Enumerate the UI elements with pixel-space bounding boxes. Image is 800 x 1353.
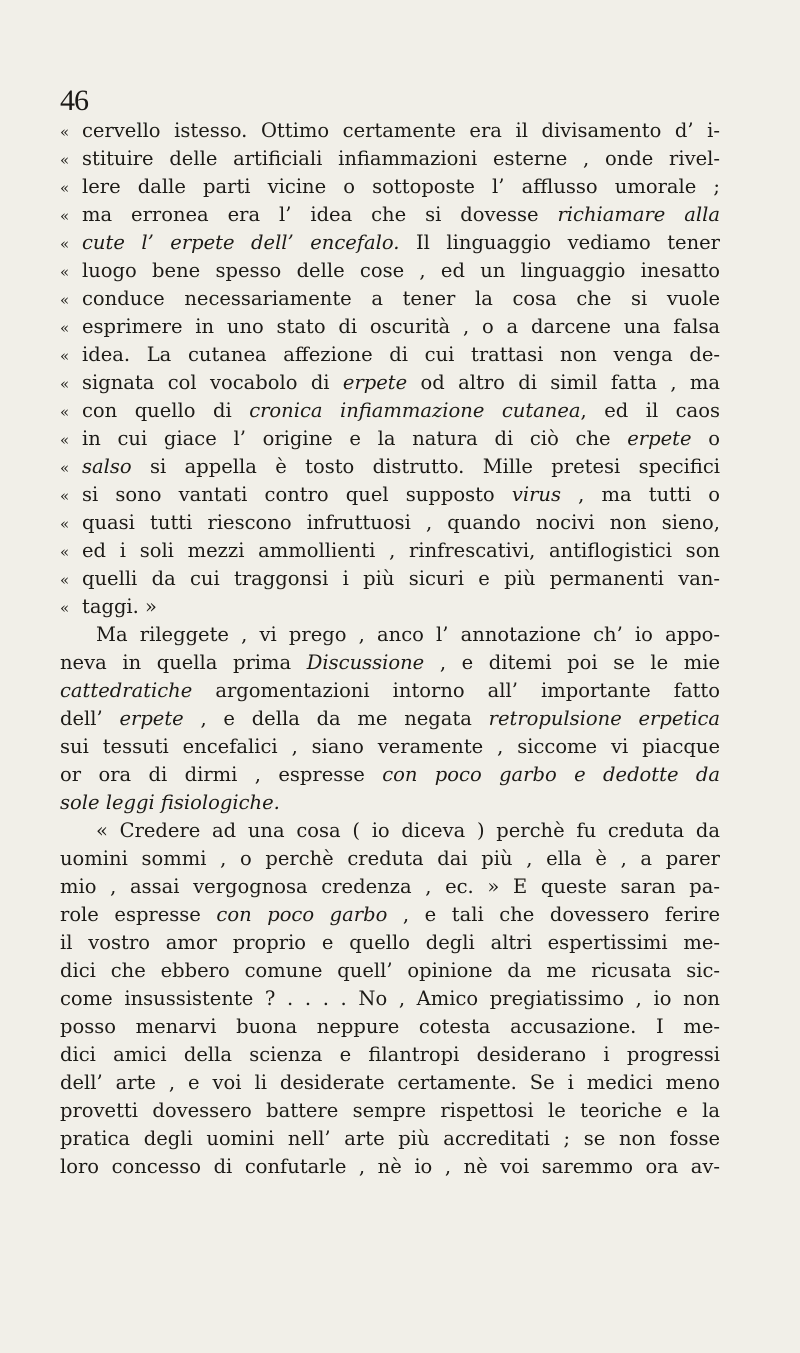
text-run: quelli da cui traggonsi i più sicuri e più permanenti van- (82, 567, 720, 590)
italic-text: sole leggi fisiologiche. (60, 791, 280, 814)
text-run: or ora di dirmi , espresse (60, 763, 383, 786)
italic-text: con poco garbo (216, 903, 388, 926)
text-line (60, 453, 720, 481)
text-run: neva in quella prima (60, 651, 307, 674)
text-run: in cui giace l’ origine e la natura di ciò che (82, 427, 628, 450)
text-line (60, 1097, 720, 1125)
italic-text: Discussione (306, 651, 425, 674)
text-run: Il linguaggio vediamo tener (399, 231, 720, 254)
text-run: lere dalle parti vicine o sottoposte l’ afflusso umorale ; (82, 175, 720, 198)
text-run: o (691, 427, 720, 450)
italic-text: erpete (119, 707, 184, 730)
text-line (60, 341, 720, 369)
text-run: con quello di (82, 399, 250, 422)
text-line (60, 845, 720, 873)
page-number: 46 (60, 84, 88, 117)
italic-text: cute l’ erpete dell’ encefalo. (82, 231, 400, 254)
italic-text: erpete (627, 427, 692, 450)
text-run: quasi tutti riescono infruttuosi , quando nocivi non sieno, (82, 511, 720, 534)
text-line (60, 649, 720, 677)
italic-text: cattedratiche (60, 679, 193, 702)
italic-text: cronica infiammazione cutanea (249, 399, 581, 422)
quote-mark: « (60, 179, 70, 197)
text-line (60, 481, 720, 509)
italic-text: con poco garbo e dedotte da (382, 763, 720, 786)
text-run: posso menarvi buona neppure cotesta accusazione. I me- (60, 1015, 720, 1038)
text-run: role espresse (60, 903, 217, 926)
quote-mark: « (60, 431, 70, 449)
text-run: luogo bene spesso delle cose , ed un linguaggio inesatto (82, 259, 720, 282)
text-run: si sono vantati contro quel supposto (82, 483, 512, 506)
text-run: esprimere in uno stato di oscurità , o a darcene una falsa (82, 315, 720, 338)
text-line (60, 397, 720, 425)
text-run: uomini sommi , o perchè creduta dai più , ella è , a parer (60, 847, 720, 870)
text-line (60, 677, 720, 705)
text-line (60, 1013, 720, 1041)
text-run: dici che ebbero comune quell’ opinione da me ricusata sic- (60, 959, 720, 982)
text-run: stituire delle artificiali infiammazioni esterne , onde rivel- (82, 147, 720, 170)
text-line (60, 1125, 720, 1153)
italic-text: virus (511, 483, 561, 506)
quote-mark: « (60, 207, 70, 225)
italic-text: erpete (342, 371, 408, 394)
text-line (60, 1069, 720, 1097)
text-run: Ma rileggete , vi prego , anco l’ annotazione ch’ io appo- (96, 623, 720, 646)
text-run: cervello istesso. Ottimo certamente era il divisamento d’ i- (82, 119, 720, 142)
text-line (60, 621, 720, 649)
text-line (60, 173, 720, 201)
text-line (60, 789, 720, 817)
quote-mark: « (60, 403, 70, 421)
quote-mark: « (60, 459, 70, 477)
paragraph-p2 (60, 817, 720, 1181)
text-run: ma erronea era l’ idea che si dovesse (82, 203, 558, 226)
text-run: idea. La cutanea affezione di cui trattasi non venga de- (82, 343, 720, 366)
quote-mark: « (60, 347, 70, 365)
text-run: dici amici della scienza e filantropi desiderano i progressi (60, 1043, 720, 1066)
text-run: argomentazioni intorno all’ importante fatto (192, 679, 720, 702)
text-line (60, 369, 720, 397)
italic-text: retropulsione erpetica (488, 707, 720, 730)
quote-mark: « (60, 291, 70, 309)
text-run: signata col vocabolo di (82, 371, 343, 394)
text-line (60, 425, 720, 453)
text-run: , ed il caos (580, 399, 720, 422)
text-run: conduce necessariamente a tener la cosa che si vuole (82, 287, 720, 310)
text-line (60, 817, 720, 845)
quote-mark: « (60, 571, 70, 589)
text-line (60, 1153, 720, 1181)
text-run: dell’ arte , e voi li desiderate certamente. Se i medici meno (60, 1071, 720, 1094)
text-line (60, 257, 720, 285)
text-line (60, 313, 720, 341)
text-line (60, 901, 720, 929)
body-text (60, 117, 720, 1181)
quote-mark: « (60, 375, 70, 393)
quote-mark: « (60, 151, 70, 169)
text-run: , e della da me negata (183, 707, 489, 730)
text-line (60, 509, 720, 537)
text-line (60, 201, 720, 229)
text-line (60, 145, 720, 173)
text-run: il vostro amor proprio e quello degli altri espertissimi me- (60, 931, 720, 954)
quote-mark: « (60, 543, 70, 561)
text-run: « Credere ad una cosa ( io diceva ) perchè fu creduta da (96, 819, 720, 842)
quote-mark: « (60, 319, 70, 337)
text-line (60, 929, 720, 957)
text-run: , e ditemi poi se le mie (424, 651, 720, 674)
text-line (60, 705, 720, 733)
text-run: si appella è tosto distrutto. Mille pretesi specifici (131, 455, 720, 478)
text-line (60, 761, 720, 789)
text-line (60, 985, 720, 1013)
text-run: sui tessuti encefalici , siano veramente , siccome vi piacque (60, 735, 720, 758)
text-line (60, 733, 720, 761)
text-line (60, 117, 720, 145)
text-line (60, 285, 720, 313)
text-run: , e tali che dovessero ferire (387, 903, 720, 926)
quote-mark: « (60, 599, 70, 617)
paragraph-p1 (60, 621, 720, 817)
text-run: loro concesso di confutarle , nè io , nè voi saremmo ora av- (60, 1155, 720, 1178)
quote-mark: « (60, 487, 70, 505)
italic-text: salso (82, 455, 132, 478)
text-line (60, 873, 720, 901)
quote-mark: « (60, 515, 70, 533)
text-run: pratica degli uomini nell’ arte più accreditati ; se non fosse (60, 1127, 720, 1150)
paragraph-quote (60, 117, 720, 621)
text-run: ed i soli mezzi ammollienti , rinfrescativi, antiflogistici son (82, 539, 720, 562)
text-line (60, 593, 720, 621)
text-line (60, 537, 720, 565)
text-line (60, 565, 720, 593)
text-line (60, 1041, 720, 1069)
quote-mark: « (60, 263, 70, 281)
text-run: dell’ (60, 707, 120, 730)
text-run: mio , assai vergognosa credenza , ec. » E queste saran pa- (60, 875, 720, 898)
text-line (60, 957, 720, 985)
quote-mark: « (60, 235, 70, 253)
text-run: , ma tutti o (560, 483, 720, 506)
text-run: taggi. » (82, 595, 157, 618)
quote-mark: « (60, 123, 70, 141)
text-line (60, 229, 720, 257)
italic-text: richiamare alla (557, 203, 720, 226)
text-run: od altro di simil fatta , ma (407, 371, 720, 394)
text-run: provetti dovessero battere sempre rispettosi le teoriche e la (60, 1099, 720, 1122)
text-run: come insussistente ? . . . . No , Amico pregiatissimo , io non (60, 987, 720, 1010)
